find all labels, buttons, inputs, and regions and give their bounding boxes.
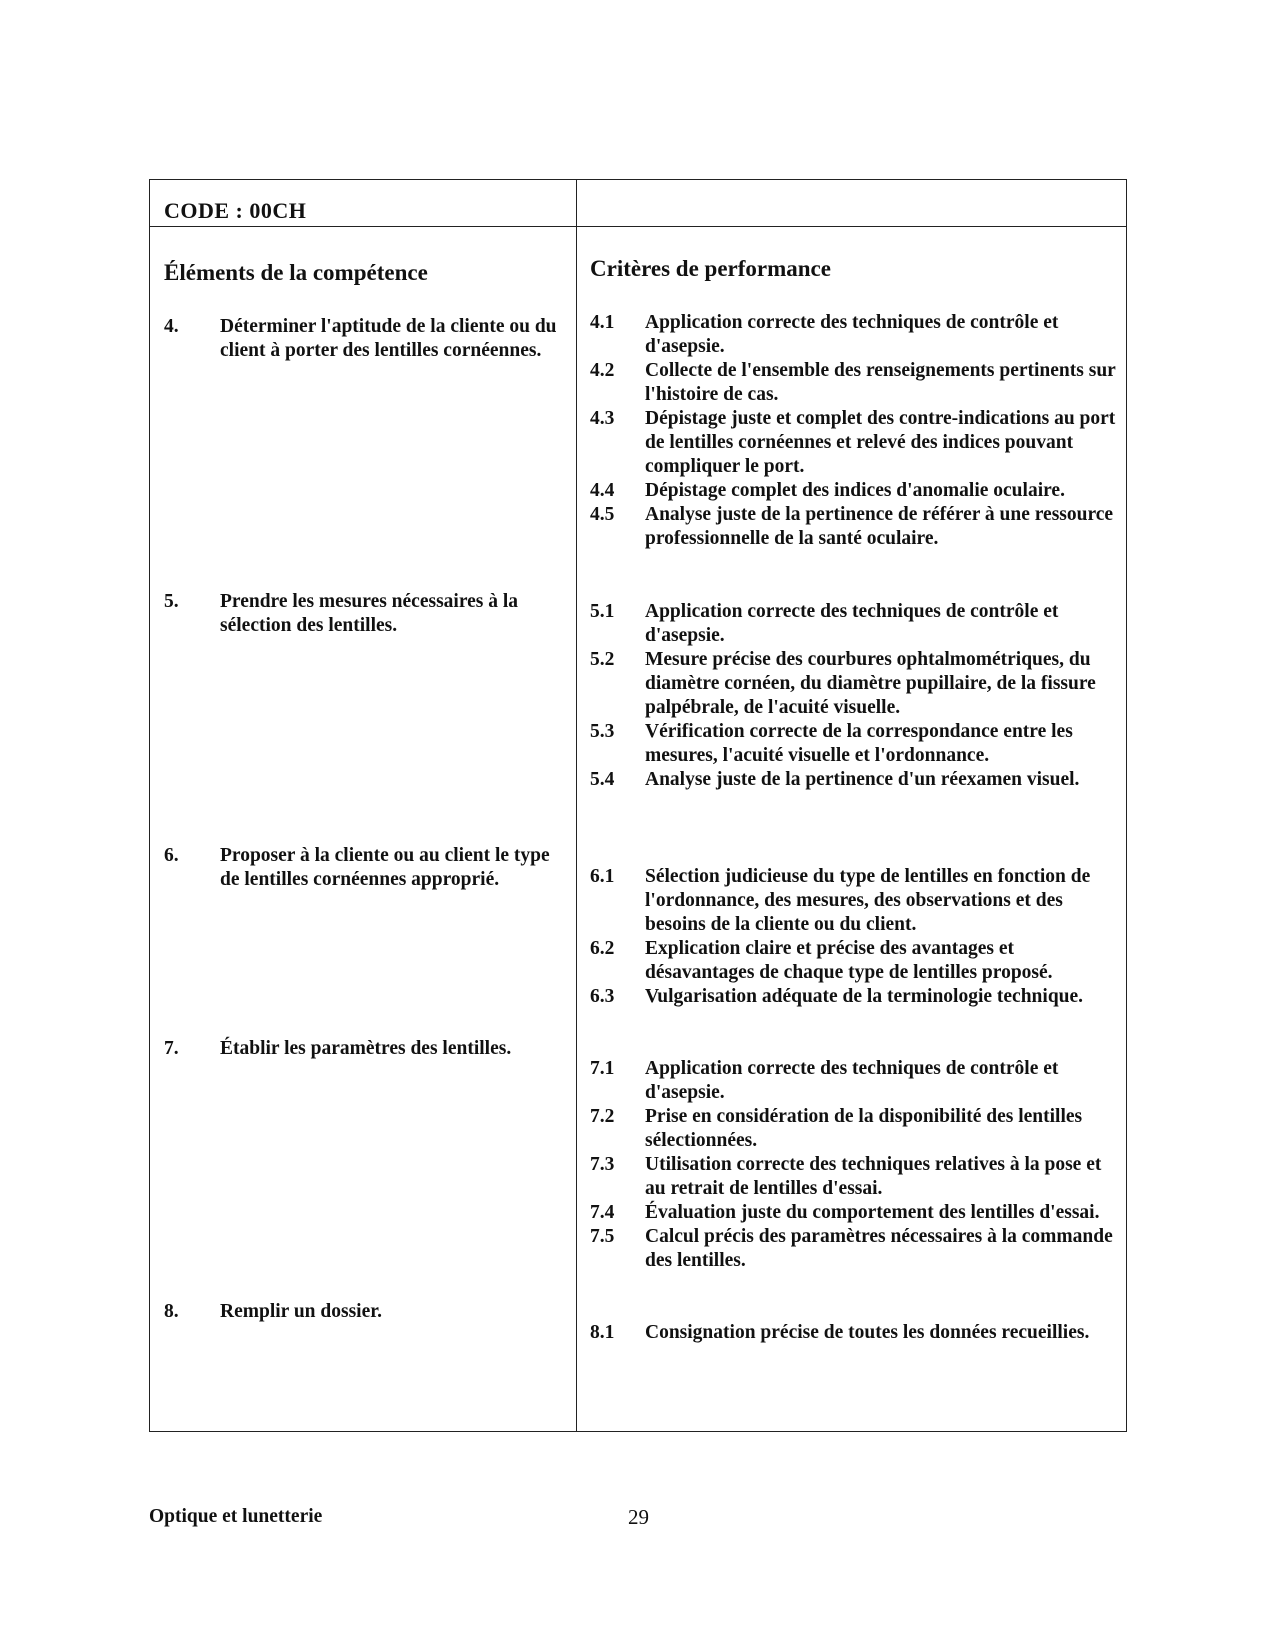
criterion-number: 7.1: [590, 1058, 615, 1079]
criterion-text: Application correcte des techniques de contrôle et d'asepsie.: [645, 1058, 1059, 1103]
criterion-text: Sélection judicieuse du type de lentilles en fonction de l'ordonnance, des mesures, des observations et des besoins de la cliente ou du client.: [645, 866, 1091, 935]
criterion-text: Dépistage complet des indices d'anomalie oculaire.: [645, 480, 1065, 501]
criterion-number: 5.4: [590, 769, 615, 790]
criterion-number: 6.1: [590, 866, 615, 887]
criterion-text: Application correcte des techniques de contrôle et d'asepsie.: [645, 601, 1059, 646]
criterion-text: Analyse juste de la pertinence de référer à une ressource professionnelle de la santé oculaire.: [645, 504, 1114, 549]
criterion-number: 4.3: [590, 408, 615, 429]
element-text: Proposer à la cliente ou au client le type de lentilles cornéennes approprié.: [220, 845, 550, 890]
criterion-number: 6.2: [590, 938, 615, 959]
criterion-text: Vulgarisation adéquate de la terminologie technique.: [645, 986, 1084, 1007]
criterion-number: 4.2: [590, 360, 615, 381]
criterion-item: [590, 648, 1120, 720]
criterion-item: [590, 407, 1120, 479]
element-text: Déterminer l'aptitude de la cliente ou du client à porter des lentilles cornéennes.: [220, 316, 557, 361]
element-number: 5.: [164, 591, 179, 612]
criterion-text: Analyse juste de la pertinence d'un réexamen visuel.: [645, 769, 1080, 790]
element-item: [164, 844, 564, 892]
criterion-text: Consignation précise de toutes les données recueillies.: [645, 1322, 1090, 1343]
criterion-item: [590, 1321, 1120, 1345]
element-number: 7.: [164, 1038, 179, 1059]
criterion-item: [590, 1105, 1120, 1153]
criterion-number: 7.2: [590, 1106, 615, 1127]
criterion-item: [590, 937, 1120, 985]
criterion-number: 4.4: [590, 480, 615, 501]
criterion-number: 5.3: [590, 721, 615, 742]
element-item: [164, 590, 564, 638]
criterion-number: 7.5: [590, 1226, 615, 1247]
element-number: 6.: [164, 845, 179, 866]
criterion-number: 7.3: [590, 1154, 615, 1175]
criterion-text: Calcul précis des paramètres nécessaires à la commande des lentilles.: [645, 1226, 1113, 1271]
element-text: Prendre les mesures nécessaires à la sélection des lentilles.: [220, 591, 519, 636]
criterion-text: Mesure précise des courbures ophtalmométriques, du diamètre cornéen, du diamètre pupillaire, de la fissure palpébrale, de l'acuité visuelle.: [645, 649, 1096, 718]
criterion-number: 5.1: [590, 601, 615, 622]
header-divider: [150, 226, 1126, 227]
element-item: [164, 315, 564, 363]
criterion-number: 4.1: [590, 312, 615, 333]
criterion-number: 8.1: [590, 1322, 615, 1343]
criterion-number: 4.5: [590, 504, 615, 525]
criterion-number: 7.4: [590, 1202, 615, 1223]
criterion-item: [590, 479, 1120, 503]
criterion-text: Évaluation juste du comportement des lentilles d'essai.: [645, 1202, 1100, 1223]
criterion-item: [590, 359, 1120, 407]
criterion-item: [590, 1153, 1120, 1201]
criteria-group-5: [590, 600, 1120, 792]
criterion-item: [590, 1225, 1120, 1273]
criterion-number: 5.2: [590, 649, 615, 670]
column-divider: [576, 180, 577, 1431]
code-label: CODE : 00CH: [164, 198, 307, 223]
criterion-item: [590, 768, 1120, 792]
criterion-item: [590, 503, 1120, 551]
criterion-item: [590, 865, 1120, 937]
element-item: [164, 1037, 564, 1061]
element-number: 8.: [164, 1301, 179, 1322]
criterion-number: 6.3: [590, 986, 615, 1007]
criterion-item: [590, 720, 1120, 768]
criterion-text: Explication claire et précise des avantages et désavantages de chaque type de lentilles proposé.: [645, 938, 1053, 983]
element-text: Remplir un dossier.: [220, 1301, 382, 1322]
criterion-item: [590, 1057, 1120, 1105]
page-number: 29: [628, 1505, 649, 1529]
element-item: [164, 1300, 564, 1324]
criterion-text: Application correcte des techniques de contrôle et d'asepsie.: [645, 312, 1059, 357]
elements-heading: Éléments de la compétence: [164, 260, 428, 285]
criterion-item: [590, 600, 1120, 648]
element-text: Établir les paramètres des lentilles.: [220, 1038, 512, 1059]
criterion-text: Collecte de l'ensemble des renseignements pertinents sur l'histoire de cas.: [645, 360, 1116, 405]
criterion-item: [590, 311, 1120, 359]
criteria-group-4: [590, 311, 1120, 551]
element-number: 4.: [164, 316, 179, 337]
criterion-item: [590, 1201, 1120, 1225]
criteria-heading: Critères de performance: [590, 256, 831, 281]
criterion-text: Vérification correcte de la correspondance entre les mesures, l'acuité visuelle et l'ordonnance.: [645, 721, 1073, 766]
criterion-item: [590, 985, 1120, 1009]
criteria-group-6: [590, 865, 1120, 1009]
criterion-text: Prise en considération de la disponibilité des lentilles sélectionnées.: [645, 1106, 1083, 1151]
criteria-group-8: [590, 1321, 1120, 1345]
criterion-text: Dépistage juste et complet des contre-indications au port de lentilles cornéennes et relevé des indices pouvant compliquer le port.: [645, 408, 1116, 477]
criterion-text: Utilisation correcte des techniques relatives à la pose et au retrait de lentilles d'essai.: [645, 1154, 1102, 1199]
criteria-group-7: [590, 1057, 1120, 1273]
competency-table: [149, 179, 1127, 1432]
footer-title: Optique et lunetterie: [149, 1506, 323, 1527]
